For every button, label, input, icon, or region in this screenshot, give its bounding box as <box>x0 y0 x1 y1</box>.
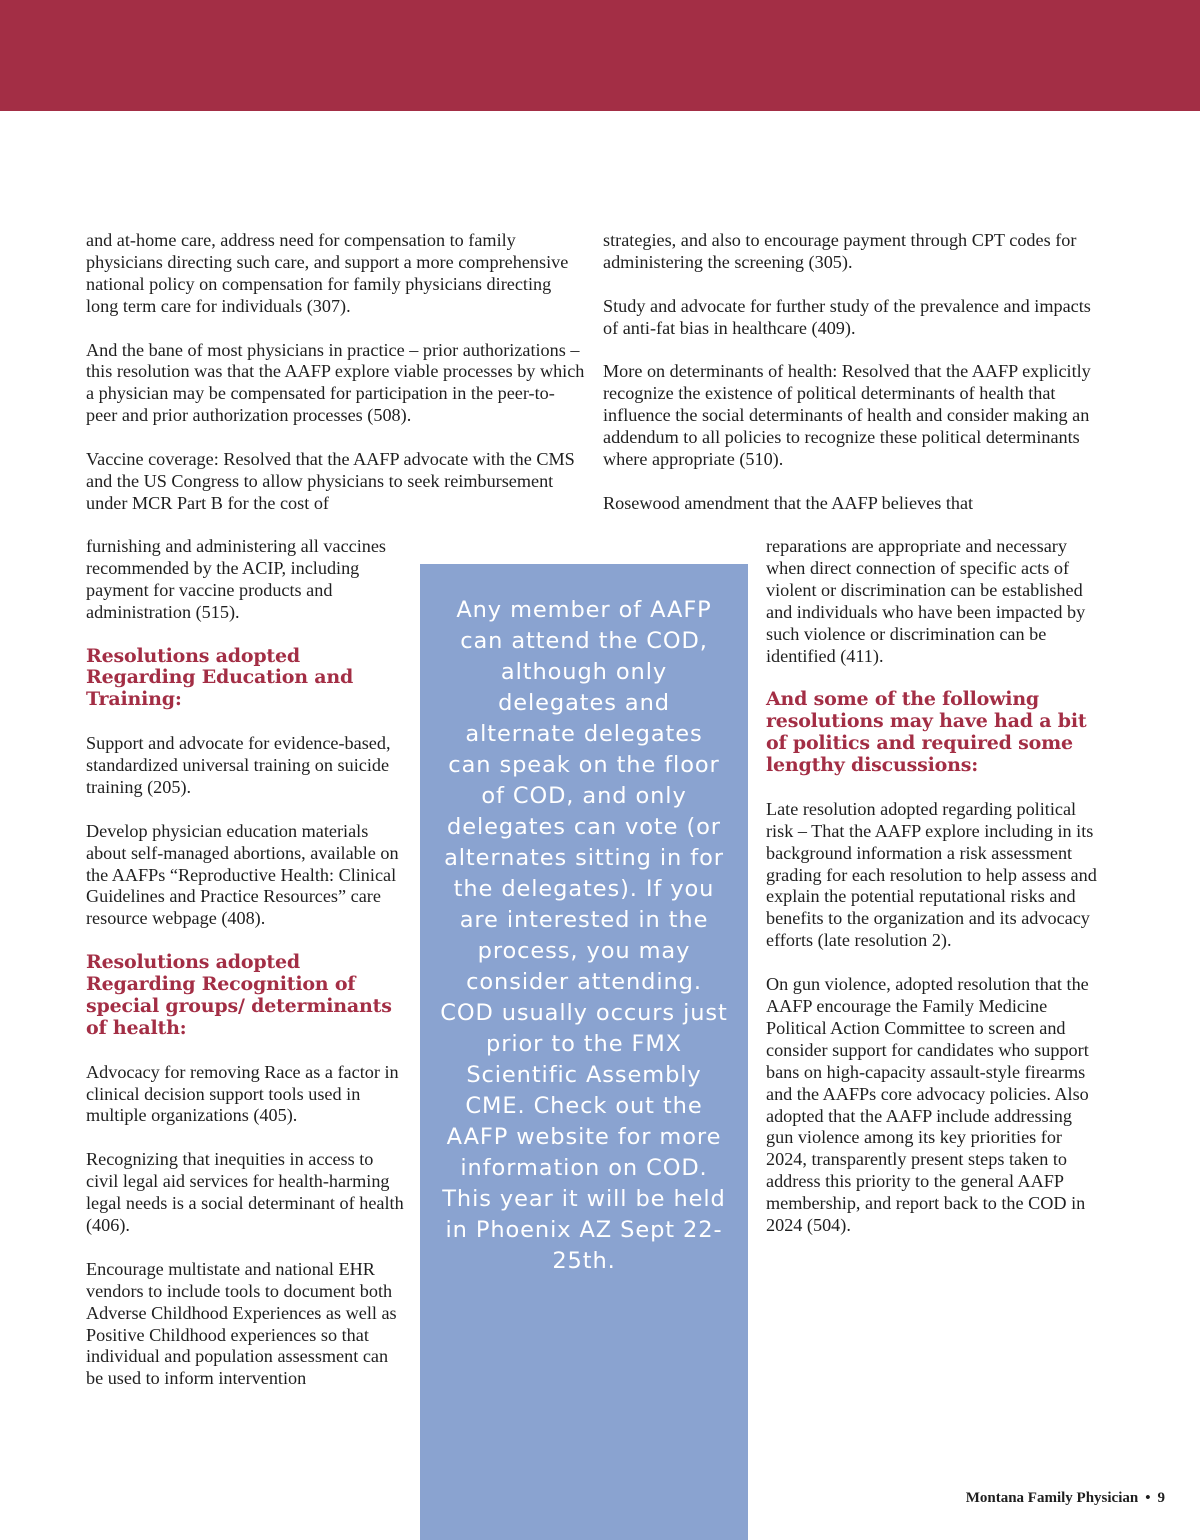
paragraph-vaccine-tail: furnishing and administering all vaccines recommended by the ACIP, including payment for vaccine products and administration (515). <box>86 536 387 622</box>
paragraph-reparations: reparations are appropriate and necessary when direct connection of specific acts of violent or discrimination can be established and individuals who have been impacted by such violence or discrimination can be identified (411). <box>766 536 1086 666</box>
paragraph-anti-fat-bias: Study and advocate for further study of the prevalence and impacts of anti-fat bias in healthcare (409). <box>603 295 1091 338</box>
page-footer <box>966 1490 1165 1507</box>
paragraph-civil-legal-aid: Recognizing that inequities in access to civil legal aid services for health-harming legal needs is a social determinant of health (406). <box>86 1149 404 1235</box>
paragraph-suicide-training: Support and advocate for evidence-based, standardized universal training on suicide training (205). <box>86 733 391 797</box>
heading-education-training: Resolutions adopted Regarding Education and Training: <box>86 644 354 711</box>
paragraph-rosewood-amendment: Rosewood amendment that the AAFP believes that <box>603 492 974 513</box>
paragraph-prior-authorizations: And the bane of most physicians in practice – prior authorizations – this resolution was that the AAFP explore viable processes by which a physician may be compensated for participation in the peer-to-peer and prior authorization processes (508). <box>86 339 585 426</box>
right-column-top <box>603 230 1103 515</box>
paragraph-vaccine-coverage: Vaccine coverage: Resolved that the AAFP advocate with the CMS and the US Congress to allow physicians to seek reimbursement under MCR Part B for the cost of <box>86 449 575 513</box>
paragraph-gun-violence: On gun violence, adopted resolution that the AAFP encourage the Family Medicine Political Action Committee to screen and consider support for candidates who support bans on high-capacity assault-style firearms and the AAFPs core advocacy policies. Also adopted that the AAFP include addressing gun violence among its key priorities for 2024, transparently present steps taken to address this priority to the general AAFP membership, and report back to the COD in 2024 (504). <box>766 974 1089 1236</box>
right-column-narrow <box>766 536 1100 1237</box>
left-column-narrow <box>86 536 406 1390</box>
left-column-top <box>86 230 586 515</box>
callout-text: Any member of AAFP can attend the COD, although only delegates and alternate delegates can speak on the floor of COD, and only delegates can vote (or alternates sitting in for the delegates). If you are interested in the process, you may consider attending. COD usually occurs just prior to the FMX Scientific Assembly CME. Check out the AAFP website for more information on COD. This year it will be held in Phoenix AZ Sept 22-25th. <box>440 597 728 1274</box>
paragraph-political-risk: Late resolution adopted regarding political risk – That the AAFP explore including in its background information a risk assessment grading for each resolution to help assess and explain the potential reputational risks and benefits to the organization and its advocacy efforts (late resolution 2). <box>766 798 1097 951</box>
publication-name: Montana Family Physician <box>965 1490 1139 1506</box>
paragraph-long-term-care: and at-home care, address need for compensation to family physicians directing such care, and support a more comprehensive national policy on compensation for family physicians directing long term care for individuals (307). <box>86 230 569 316</box>
page-number: 9 <box>1157 1490 1165 1506</box>
paragraph-race-factor: Advocacy for removing Race as a factor in clinical decision support tools used in multiple organizations (405). <box>86 1061 399 1126</box>
paragraph-ehr-vendors: Encourage multistate and national EHR vendors to include tools to document both Adverse Childhood Experiences as well as Positive Childhood experiences so that individual and population assessment can be used to inform intervention <box>86 1258 397 1389</box>
heading-politics: And some of the following resolutions may have had a bit of politics and required some lengthy discussions: <box>766 688 1087 777</box>
header-band <box>0 0 1200 111</box>
heading-special-groups: Resolutions adopted Regarding Recognition of special groups/ determinants of health: <box>86 951 392 1039</box>
paragraph-abortion-materials: Develop physician education materials about self-managed abortions, available on the AAFPs “Reproductive Health: Clinical Guidelines and Practice Resources” care resource webpage (408). <box>86 820 399 929</box>
paragraph-political-determinants: More on determinants of health: Resolved that the AAFP explicitly recognize the existence of political determinants of health that influence the social determinants of health and consider making an addendum to all policies to recognize these political determinants where appropriate (510). <box>603 361 1091 470</box>
paragraph-screening-strategies: strategies, and also to encourage payment through CPT codes for administering the screening (305). <box>603 230 1077 272</box>
footer-separator: • <box>1145 1490 1151 1506</box>
